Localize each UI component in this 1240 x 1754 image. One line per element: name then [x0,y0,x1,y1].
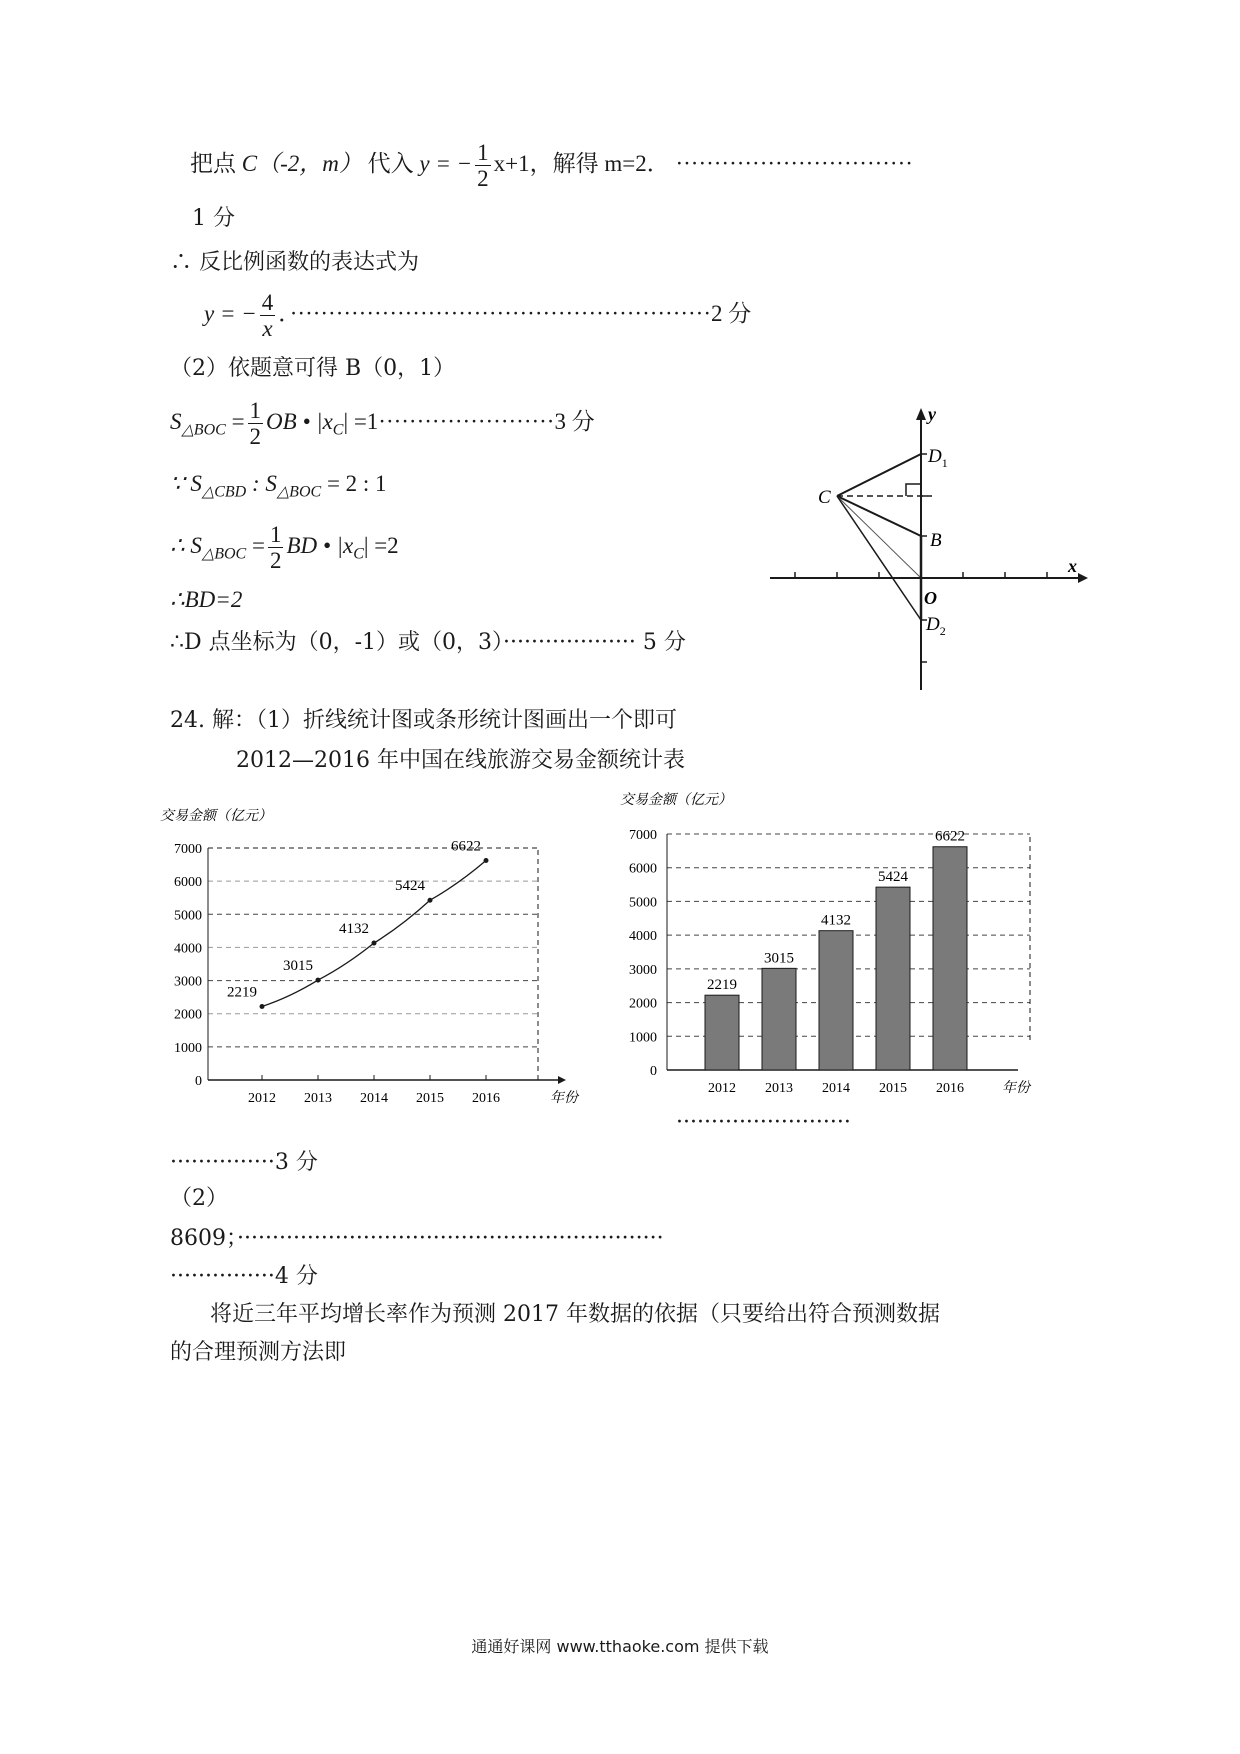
bar-chart [612,786,1042,1096]
q24-line-1: 24. 解：（1）折线统计图或条形统计图画出一个即可 [170,708,677,733]
line-chart-series-line [262,861,486,1007]
segment-c-b [837,496,921,536]
q23-line-2: 1 分 [192,206,235,231]
line-chart-xtick: 2014 [360,1091,388,1106]
q23-line-1: 把点 C（-2，m） 代入 y = − $\frac{1}{2}$ x+1，解得 m=2． ······························· [190,140,913,192]
bar-chart-ytick: 5000 [629,895,657,911]
label-x: x [1068,556,1077,576]
q24-score-4: ···············4 分 [170,1264,318,1289]
q24-part-2: （2） [170,1186,228,1211]
bar-chart-ytick: 2000 [629,996,657,1012]
x-axis-arrow [1078,573,1088,583]
q23-line-6: $S_{\triangle BOC}$ = $\frac{1}{2}$ OB • $|x_C| =1\cdot\cdot\cdot\cdot\cdot\cdot\cdot\cdot\cdot\cdot\cdot\cdot\cdot\cdot\cdot\cdot\cdot\cdot\cdot\cdot\cdot\cdot\cdot 3$ 分 [170,398,595,450]
line-chart-point [372,941,377,946]
fraction-four-over-x: $\frac{4}{x}$ [261,290,274,342]
line-chart-point [428,898,433,903]
bar-chart-data-label: 5424 [878,869,908,886]
q24-para-2: 的合理预测方法即 [170,1340,347,1365]
q23-line-8: ∴ $S_{\triangle BOC}$ = $\frac{1}{2}$ BD • $|x_C| =2$ [170,522,399,574]
bar-chart-data-label: 4132 [821,912,851,929]
line-chart-data-label: 6622 [451,838,481,855]
segment-c-d2 [837,496,921,620]
label-c: C [818,487,831,508]
line-chart-point [316,978,321,983]
bar-chart-data-label: 2219 [707,977,737,994]
line-chart-xlabel: 年份 [550,1091,578,1106]
bar-chart-xtick: 2012 [708,1081,736,1096]
line-chart-data-label: 3015 [283,958,313,975]
q24-score-3: ···············3 分 [170,1150,318,1175]
segment-c-d1 [837,454,921,496]
line-chart-ytick: 0 [195,1074,202,1089]
bar-chart-bar [933,847,967,1070]
bar-chart-ytick: 6000 [629,861,657,877]
q24-para-1: 将近三年平均增长率作为预测 2017 年数据的依据（只要给出符合预测数据 [210,1302,940,1327]
bar-chart-bar [819,931,853,1070]
bar-chart-xtick: 2016 [936,1081,964,1096]
q23-line-4: y = − $\frac{4}{x}$ ．·······················································2 分 [204,290,752,342]
bar-chart-data-label: 3015 [764,950,794,967]
q23-line-5: （2）依题意可得 B（0，1） [170,356,456,381]
line-chart-xtick: 2012 [248,1091,276,1106]
coordinate-diagram [760,400,1090,700]
bar-chart-ytick: 1000 [629,1030,657,1046]
line-chart-xtick: 2013 [304,1091,332,1106]
fraction-one-half-area: $\frac{1}{2}$ [249,398,262,450]
bar-chart-xtick: 2014 [822,1081,850,1096]
bar-chart-dots: ························· [676,1110,851,1135]
bar-chart-xlabel: 年份 [1002,1081,1030,1096]
q24-answer: 8609；····························································· [170,1226,664,1251]
bar-chart-bar [762,968,796,1070]
label-b: B [930,530,942,551]
fraction-one-half-bd: $\frac{1}{2}$ [269,522,282,574]
bar-chart-xtick: 2013 [765,1081,793,1096]
bar-chart-ytick: 7000 [629,828,657,843]
label-d1: $D_1$ [928,446,948,470]
line-chart [150,800,578,1130]
line-chart-point [260,1004,265,1009]
line-chart-data-label: 4132 [339,921,369,938]
line-chart-xtick: 2016 [472,1091,500,1106]
line-chart-data-label: 5424 [395,878,425,895]
line-chart-ytick: 2000 [174,1007,202,1023]
line-chart-x-arrow [558,1076,566,1084]
bar-chart-ytick: 0 [650,1064,657,1079]
fraction-one-half: $\frac{1}{2}$ [477,140,489,192]
label-d2: $D_2$ [926,614,946,638]
q23-line-7: ∵ $S_{\triangle CBD}$ : $S_{\triangle BOC} = 2$ : 1 [170,471,387,501]
q23-line-10: ∴D 点坐标为（0，-1）或（0，3）··················· 5 分 [170,630,686,655]
q23-line-3: ∴ 反比例函数的表达式为 [170,250,419,275]
page-footer: 通通好课网 www.tthaoke.com 提供下载 [471,1637,769,1656]
line-chart-ylabel: 交易金额（亿元） [160,809,272,824]
line-chart-point [484,858,489,863]
label-y: y [928,404,936,424]
bar-chart-ylabel: 交易金额（亿元） [620,793,732,808]
y-axis-arrow [916,408,926,420]
line-chart-ytick: 1000 [174,1040,202,1056]
line-chart-ytick: 4000 [174,941,202,957]
q23-line-9: ∴BD=2 [170,587,243,612]
bar-chart-data-label: 6622 [935,828,965,845]
line-chart-ytick: 6000 [174,875,202,891]
bar-chart-ytick: 4000 [629,929,657,945]
line-chart-ytick: 3000 [174,974,202,990]
segment-c-o [837,496,921,578]
q24-table-title: 2012—2016 年中国在线旅游交易金额统计表 [236,748,685,773]
line-chart-xtick: 2015 [416,1091,444,1106]
line-chart-data-label: 2219 [227,984,257,1001]
right-angle-mark [906,484,921,496]
bar-chart-xtick: 2015 [879,1081,907,1096]
bar-chart-bar [876,887,910,1070]
bar-chart-bar [705,995,739,1070]
label-o: O [924,588,937,608]
line-chart-ytick: 5000 [174,908,202,924]
line-chart-ytick: 7000 [174,842,202,857]
bar-chart-ytick: 3000 [629,962,657,978]
